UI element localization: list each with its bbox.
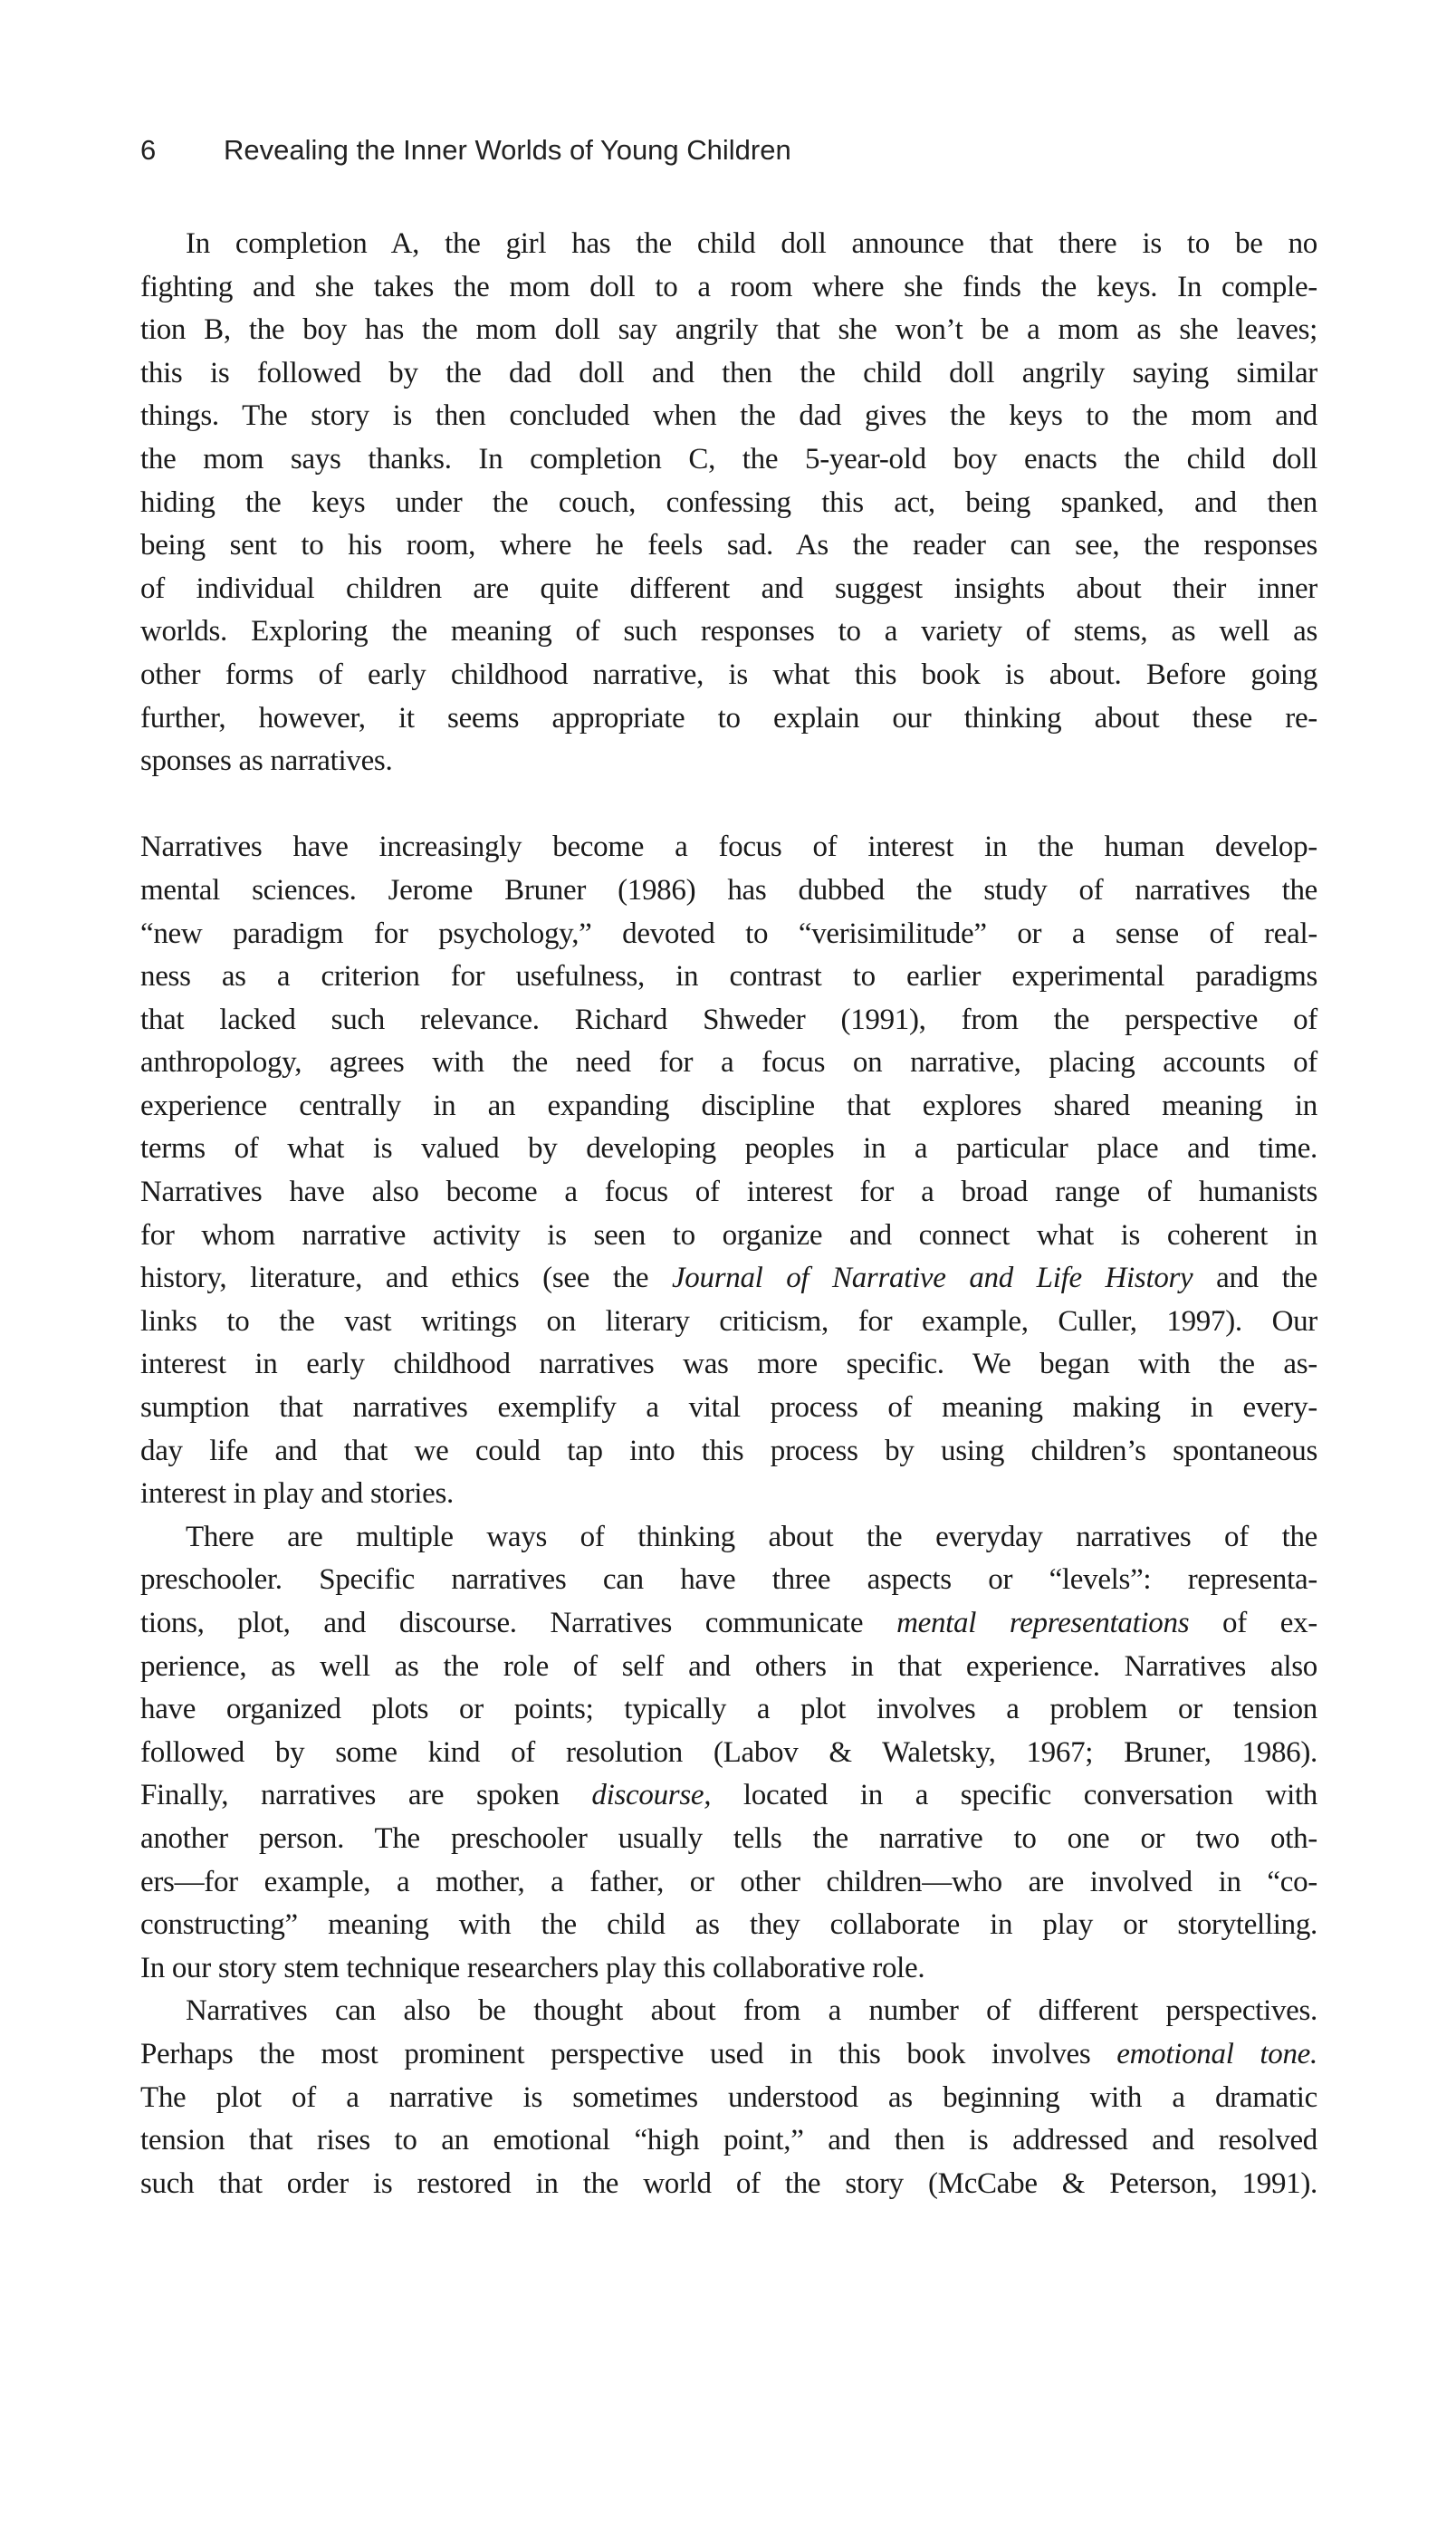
text-line xyxy=(140,1171,1317,1215)
text-line xyxy=(140,1430,1317,1474)
text-segment: mental sciences. Jerome Bruner (1986) has dubbed the study of narratives the xyxy=(140,873,1317,907)
text-segment: hiding the keys under the couch, confessing this act, being spanked, and then xyxy=(140,485,1317,519)
text-line xyxy=(140,1990,1317,2033)
text-segment: In our story stem technique researchers play this collaborative role. xyxy=(140,1951,925,1984)
italic-text: emotional tone. xyxy=(1116,2037,1317,2070)
text-segment: of ex- xyxy=(1189,1607,1317,1639)
text-segment: day life and that we could tap into this process by using children’s spontaneous xyxy=(140,1434,1317,1467)
text-line xyxy=(140,740,1317,783)
text-line xyxy=(140,395,1317,438)
body-text xyxy=(140,223,1317,2205)
text-line xyxy=(140,697,1317,741)
text-line xyxy=(140,1732,1317,1775)
text-line xyxy=(140,999,1317,1042)
text-segment: sponses as narratives. xyxy=(140,744,393,778)
text-segment: ers—for example, a mother, a father, or other children—who are involved in “co- xyxy=(140,1865,1317,1898)
text-segment: terms of what is valued by developing peoples in a particular place and time. xyxy=(140,1132,1317,1166)
text-segment: and the xyxy=(1193,1262,1317,1295)
text-segment: interest in play and stories. xyxy=(140,1477,454,1511)
text-segment: of individual children are quite different and suggest insights about their inner xyxy=(140,572,1317,605)
text-line xyxy=(140,438,1317,482)
text-segment: anthropology, agrees with the need for a focus on narrative, placing accounts of xyxy=(140,1046,1317,1080)
text-line xyxy=(140,482,1317,525)
text-segment: have organized plots or points; typically a plot involves a problem or tension xyxy=(140,1693,1317,1726)
text-line xyxy=(140,1128,1317,1171)
text-segment: Narratives can also be thought about from a number of different perspectives. xyxy=(186,1994,1317,2028)
text-segment: followed by some kind of resolution (Labov & Waletsky, 1967; Bruner, 1986). xyxy=(140,1735,1317,1769)
text-line xyxy=(140,1559,1317,1602)
italic-text: discourse, xyxy=(591,1779,712,1812)
italic-text: mental representations xyxy=(896,1607,1190,1639)
text-line xyxy=(140,1861,1317,1905)
text-line xyxy=(140,1947,1317,1991)
text-segment: such that order is restored in the world of the story (McCabe & Peterson, 1991). xyxy=(140,2166,1317,2200)
text-segment: preschooler. Specific narratives can have three aspects or “levels”: representa- xyxy=(140,1563,1317,1597)
text-segment: things. The story is then concluded when the dad gives the keys to the mom and xyxy=(140,399,1317,433)
text-line xyxy=(140,1301,1317,1344)
text-line xyxy=(140,869,1317,913)
text-line xyxy=(140,1602,1317,1646)
text-line xyxy=(140,1473,1317,1516)
text-segment: another person. The preschooler usually tells the narrative to one or two oth- xyxy=(140,1821,1317,1855)
text-line xyxy=(140,309,1317,352)
text-segment: The plot of a narrative is sometimes understood as beginning with a dramatic xyxy=(140,2080,1317,2114)
text-segment: In completion A, the girl has the child doll announce that there is to be no xyxy=(186,227,1317,260)
text-segment: that lacked such relevance. Richard Shweder (1991), from the perspective of xyxy=(140,1003,1317,1036)
text-segment: Perhaps the most prominent perspective used in this book involves xyxy=(140,2037,1117,2070)
text-segment: history, literature, and ethics (see the xyxy=(140,1262,672,1295)
text-line xyxy=(140,1904,1317,1947)
text-line xyxy=(140,1646,1317,1689)
paragraph xyxy=(140,223,1317,783)
paragraph xyxy=(140,1516,1317,1991)
text-segment: “new paradigm for psychology,” devoted to “verisimilitude” or a sense of real- xyxy=(140,917,1317,950)
text-segment: for whom narrative activity is seen to organize and connect what is coherent in xyxy=(140,1218,1317,1252)
text-segment: Finally, narratives are spoken xyxy=(140,1779,592,1812)
text-segment: Narratives have increasingly become a focus of interest in the human develop- xyxy=(140,831,1317,864)
text-line xyxy=(140,266,1317,310)
text-line xyxy=(140,1257,1317,1301)
text-line xyxy=(140,524,1317,568)
text-segment: the mom says thanks. In completion C, the 5-year-old boy enacts the child doll xyxy=(140,442,1317,476)
text-segment: links to the vast writings on literary criticism, for example, Culler, 1997). Our xyxy=(140,1304,1317,1338)
text-segment: perience, as well as the role of self and others in that experience. Narratives also xyxy=(140,1649,1317,1683)
text-line xyxy=(140,913,1317,956)
text-segment: other forms of early childhood narrative, is what this book is about. Before going xyxy=(140,658,1317,691)
running-title: Revealing the Inner Worlds of Young Children xyxy=(224,134,791,166)
text-segment: this is followed by the dad doll and then the child doll angrily saying similar xyxy=(140,356,1317,389)
text-segment: experience centrally in an expanding discipline that explores shared meaning in xyxy=(140,1089,1317,1122)
text-line xyxy=(140,2033,1317,2077)
text-line xyxy=(140,1818,1317,1861)
text-segment: ness as a criterion for usefulness, in contrast to earlier experimental paradigms xyxy=(140,960,1317,994)
page-number: 6 xyxy=(140,134,157,166)
text-line xyxy=(140,610,1317,654)
text-line xyxy=(140,352,1317,396)
text-segment: being sent to his room, where he feels sad. As the reader can see, the responses xyxy=(140,529,1317,562)
text-segment: worlds. Exploring the meaning of such responses to a variety of stems, as well as xyxy=(140,615,1317,648)
text-line xyxy=(140,568,1317,611)
text-line xyxy=(140,2119,1317,2163)
text-segment: tension that rises to an emotional “high point,” and then is addressed and resolved xyxy=(140,2124,1317,2157)
paragraph xyxy=(140,1990,1317,2205)
text-line xyxy=(140,1516,1317,1560)
text-segment: interest in early childhood narratives was more specific. We began with the as- xyxy=(140,1348,1317,1381)
text-segment: sumption that narratives exemplify a vital process of meaning making in every- xyxy=(140,1391,1317,1425)
section-break xyxy=(140,783,1317,827)
text-segment: Narratives have also become a focus of interest for a broad range of humanists xyxy=(140,1176,1317,1209)
text-line xyxy=(140,1085,1317,1129)
text-segment: constructing” meaning with the child as they collaborate in play or storytelling. xyxy=(140,1908,1317,1942)
paragraph xyxy=(140,826,1317,1516)
text-line xyxy=(140,1688,1317,1732)
text-line xyxy=(140,223,1317,266)
text-segment: fighting and she takes the mom doll to a room where she finds the keys. In comple- xyxy=(140,270,1317,303)
text-segment: further, however, it seems appropriate to explain our thinking about these re- xyxy=(140,701,1317,735)
text-line xyxy=(140,956,1317,999)
text-line xyxy=(140,1042,1317,1085)
text-segment: tion B, the boy has the mom doll say angrily that she won’t be a mom as she leaves; xyxy=(140,313,1317,347)
text-line xyxy=(140,654,1317,697)
text-line xyxy=(140,826,1317,869)
text-segment: located in a specific conversation with xyxy=(711,1779,1317,1812)
text-segment: tions, plot, and discourse. Narratives communicate xyxy=(140,1607,897,1639)
text-line xyxy=(140,1774,1317,1818)
text-line xyxy=(140,1215,1317,1258)
text-line xyxy=(140,2077,1317,2120)
italic-text: Journal of Narrative and Life History xyxy=(671,1262,1193,1295)
text-segment: There are multiple ways of thinking about the everyday narratives of the xyxy=(186,1520,1317,1553)
text-line xyxy=(140,1387,1317,1430)
text-line xyxy=(140,2163,1317,2206)
running-header xyxy=(140,134,791,167)
text-line xyxy=(140,1343,1317,1387)
